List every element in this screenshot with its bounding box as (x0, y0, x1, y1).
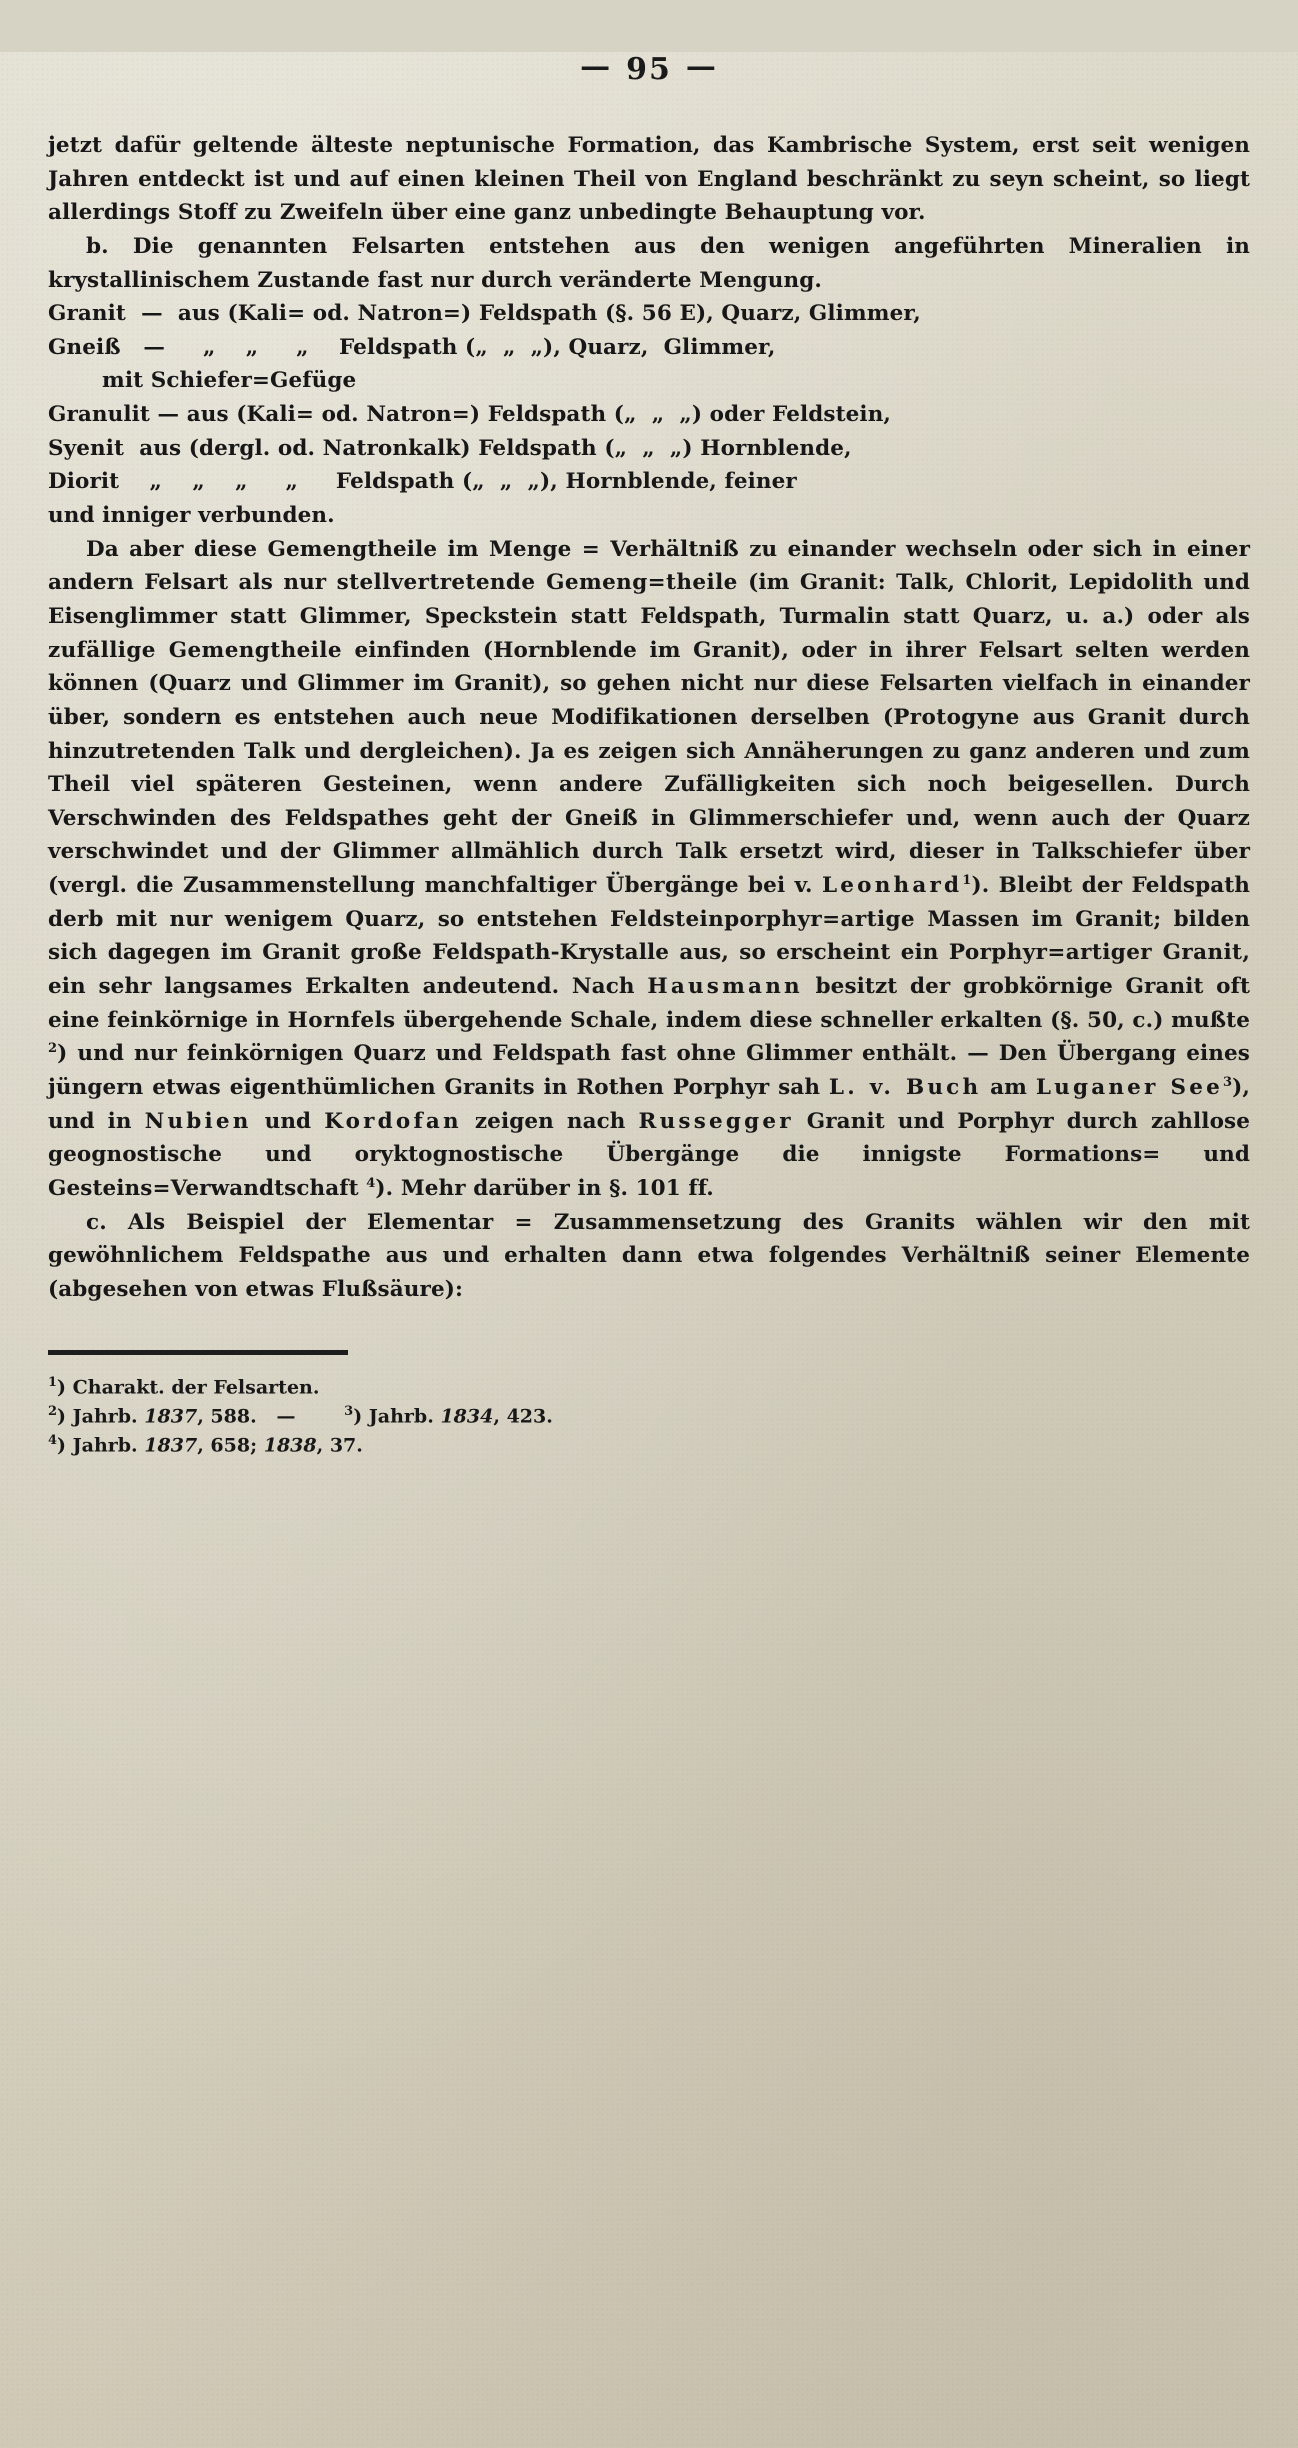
footnote-divider (48, 1350, 348, 1355)
footnote-text-3c: , 37. (316, 1434, 363, 1457)
name-leonhard: Leonhard (821, 873, 963, 899)
footnote-line-2 (48, 1402, 1250, 1431)
mineral-row: Syenit aus (dergl. od. Natronkalk) Feldspath („ „ „) Hornblende, (48, 435, 852, 461)
text-segment: besitzt der grobkörnige Granit oft eine feinkörnige in (48, 974, 1250, 1033)
mineral-row: Diorit „ „ „ „ Feldspath („ „ „), Hornblende, feiner (48, 469, 797, 495)
body-text (48, 129, 1250, 1306)
text-segment: einfinden (Hornblende im Granit), oder in ihrer Felsart selten werden können (Quarz und Glimmer im Granit), so gehen nicht nur diese Felsarten vielfach in einander über, sondern es entstehen auch neue Modifikationen derselben ( (48, 637, 1250, 730)
mineral-row: Granit — aus (Kali= od. Natron=) Feldspath (§. 56 E), Quarz, Glimmer, (48, 301, 921, 327)
bold-term-hornfels: Hornfels (287, 1007, 396, 1033)
text-segment: ), und in (48, 1074, 1250, 1134)
text-segment: ). Mehr darüber in §. 101 ff. (375, 1175, 714, 1201)
name-russegger: Russegger (638, 1108, 794, 1134)
text-segment: (im Granit: Talk, Chlorit, Lepidolith und Eisenglimmer statt Glimmer, Speckstein statt Feldspath, Turmalin statt Quarz, u. a.) oder als (48, 570, 1251, 629)
text-segment: Da aber diese Gemengtheile im Menge = Verhältniß zu einander wechseln oder sich in einer andern Felsart als nur (48, 536, 1250, 596)
name-luganer-see: Luganer See (1035, 1074, 1223, 1100)
page-content (0, 49, 1298, 1460)
text-segment: am (981, 1074, 1036, 1100)
name-nubien: Nubien (144, 1108, 252, 1134)
footnote-line-3 (48, 1431, 1250, 1460)
document-page (0, 49, 1298, 2448)
paragraph-c: c. Als Beispiel der Elementar = Zusammensetzung des Granits wählen wir den mit gewöhnlichem Feldspathe aus und erhalten dann etwa folgendes Verhältniß seiner Elemente (abgesehen von etwas Flußsäure): (48, 1209, 1250, 1302)
footnote-marker-1: 1 (48, 1375, 58, 1391)
footnote-text-2a: ) Jahrb. (57, 1405, 145, 1428)
name-kordofan: Kordofan (324, 1108, 462, 1134)
page-number-header (48, 49, 1250, 87)
mineral-composition-list (48, 297, 1250, 532)
name-hausmann: Hausmann (647, 974, 803, 1000)
footnote-text-3a: ) Jahrb. (57, 1434, 145, 1457)
footnote-marker-4: 4 (48, 1433, 58, 1449)
text-segment: ). Bleibt der Feldspath derb mit nur wenigem Quarz, so entstehen (48, 873, 1251, 932)
header-dash-right: — (685, 49, 718, 84)
footnote-text-3b: , 658; (197, 1434, 264, 1457)
footnote-ref-4: 4 (366, 1175, 376, 1191)
header-dash-left: — (580, 49, 613, 84)
footnote-marker-3: 3 (344, 1404, 354, 1420)
bold-term-stellvertretende: stellvertretende Gemeng=theile (336, 570, 738, 596)
bold-term-porphyr-artiger-granit: Porphyr=artiger Granit (948, 940, 1243, 966)
mineral-row: Gneiß — „ „ „ Feldspath („ „ „), Quarz, Glimmer, (48, 334, 776, 360)
footnote-marker-2: 2 (48, 1404, 58, 1420)
text-segment: Massen im Granit; bilden sich dagegen im Granit große Feldspath-Krystalle aus, so erscheint ein (48, 906, 1250, 966)
page-number: 95 (626, 52, 672, 87)
text-segment: zeigen nach (461, 1108, 639, 1134)
text-segment: und (251, 1108, 325, 1134)
mineral-row: und inniger verbunden. (48, 503, 335, 529)
bold-term-feldsteinporphyrartige: Feldsteinporphyr=artige (610, 906, 915, 932)
footnote-year-1838: 1838 (263, 1434, 317, 1457)
name-l-v-buch: L. v. Buch (828, 1074, 982, 1100)
footnote-text-2d: , 423. (493, 1405, 553, 1428)
footnote-ref-2: 2 (48, 1041, 58, 1057)
mineral-row: mit Schiefer=Gefüge (102, 368, 357, 394)
bold-term-protogyne: Protogyne (893, 704, 1020, 730)
text-segment: aus Granit durch hinzutretenden Talk und dergleichen). Ja es zeigen sich Annäherungen zu ganz anderen und zum Theil viel späteren Gesteinen, wenn andere Zufälligkeiten sich noch beigesellen. Durch Verschwinden des Feldspathes geht der Gneiß in Glimmerschiefer und, wenn auch der Quarz verschwindet und der Glimmer allmählich durch Talk ersetzt wird, dieser in Talkschiefer über (vergl. die Zusammenstellung manchfaltiger Übergänge bei v. (48, 704, 1250, 899)
text-segment: Granit und Porphyr durch zahllose geognostische und oryktognostische Übergänge die innigste Formations= und Gesteins=Verwandtschaft (48, 1108, 1250, 1201)
text-segment: , ein sehr langsames Erkalten andeutend. Nach (48, 940, 1250, 1000)
text-segment: übergehende Schale, indem diese schneller erkalten (§. 50, c.) mußte (395, 1007, 1250, 1033)
paragraph-b-intro: b. Die genannten Felsarten entstehen aus den wenigen angeführten Mineralien in krystallinischem Zustande fast nur durch veränderte Mengung. (48, 233, 1250, 293)
footnote-text-2b: , 588. — (197, 1405, 303, 1428)
footnotes (48, 1373, 1250, 1459)
footnote-ref-3: 3 (1222, 1074, 1233, 1090)
footnote-text-2c: ) Jahrb. (353, 1405, 441, 1428)
mineral-row: Granulit — aus (Kali= od. Natron=) Feldspath („ „ „) oder Feldstein, (48, 402, 892, 428)
paragraph-main (48, 533, 1250, 1206)
footnote-year-1837b: 1837 (144, 1434, 198, 1457)
footnote-ref-1: 1 (962, 872, 972, 888)
footnote-year-1834: 1834 (440, 1405, 494, 1428)
footnote-line-1 (48, 1373, 1250, 1402)
bold-term-zufaellige: zufällige Gemengtheile (48, 637, 342, 663)
footnote-year-1837: 1837 (144, 1405, 198, 1428)
text-segment: ) und nur feinkörnigen Quarz und Feldspath fast ohne Glimmer enthält. — Den Übergang eines jüngern etwas eigenthümlichen Granits in Rothen Porphyr sah (48, 1041, 1250, 1100)
paragraph-continuation: jetzt dafür geltende älteste neptunische Formation, das Kambrische System, erst seit wenigen Jahren entdeckt ist und auf einen kleinen Theil von England beschränkt zu seyn scheint, so liegt allerdings Stoff zu Zweifeln über eine ganz unbedingte Behauptung vor. (48, 133, 1250, 226)
footnote-text-1: ) Charakt. der Felsarten. (57, 1376, 320, 1399)
